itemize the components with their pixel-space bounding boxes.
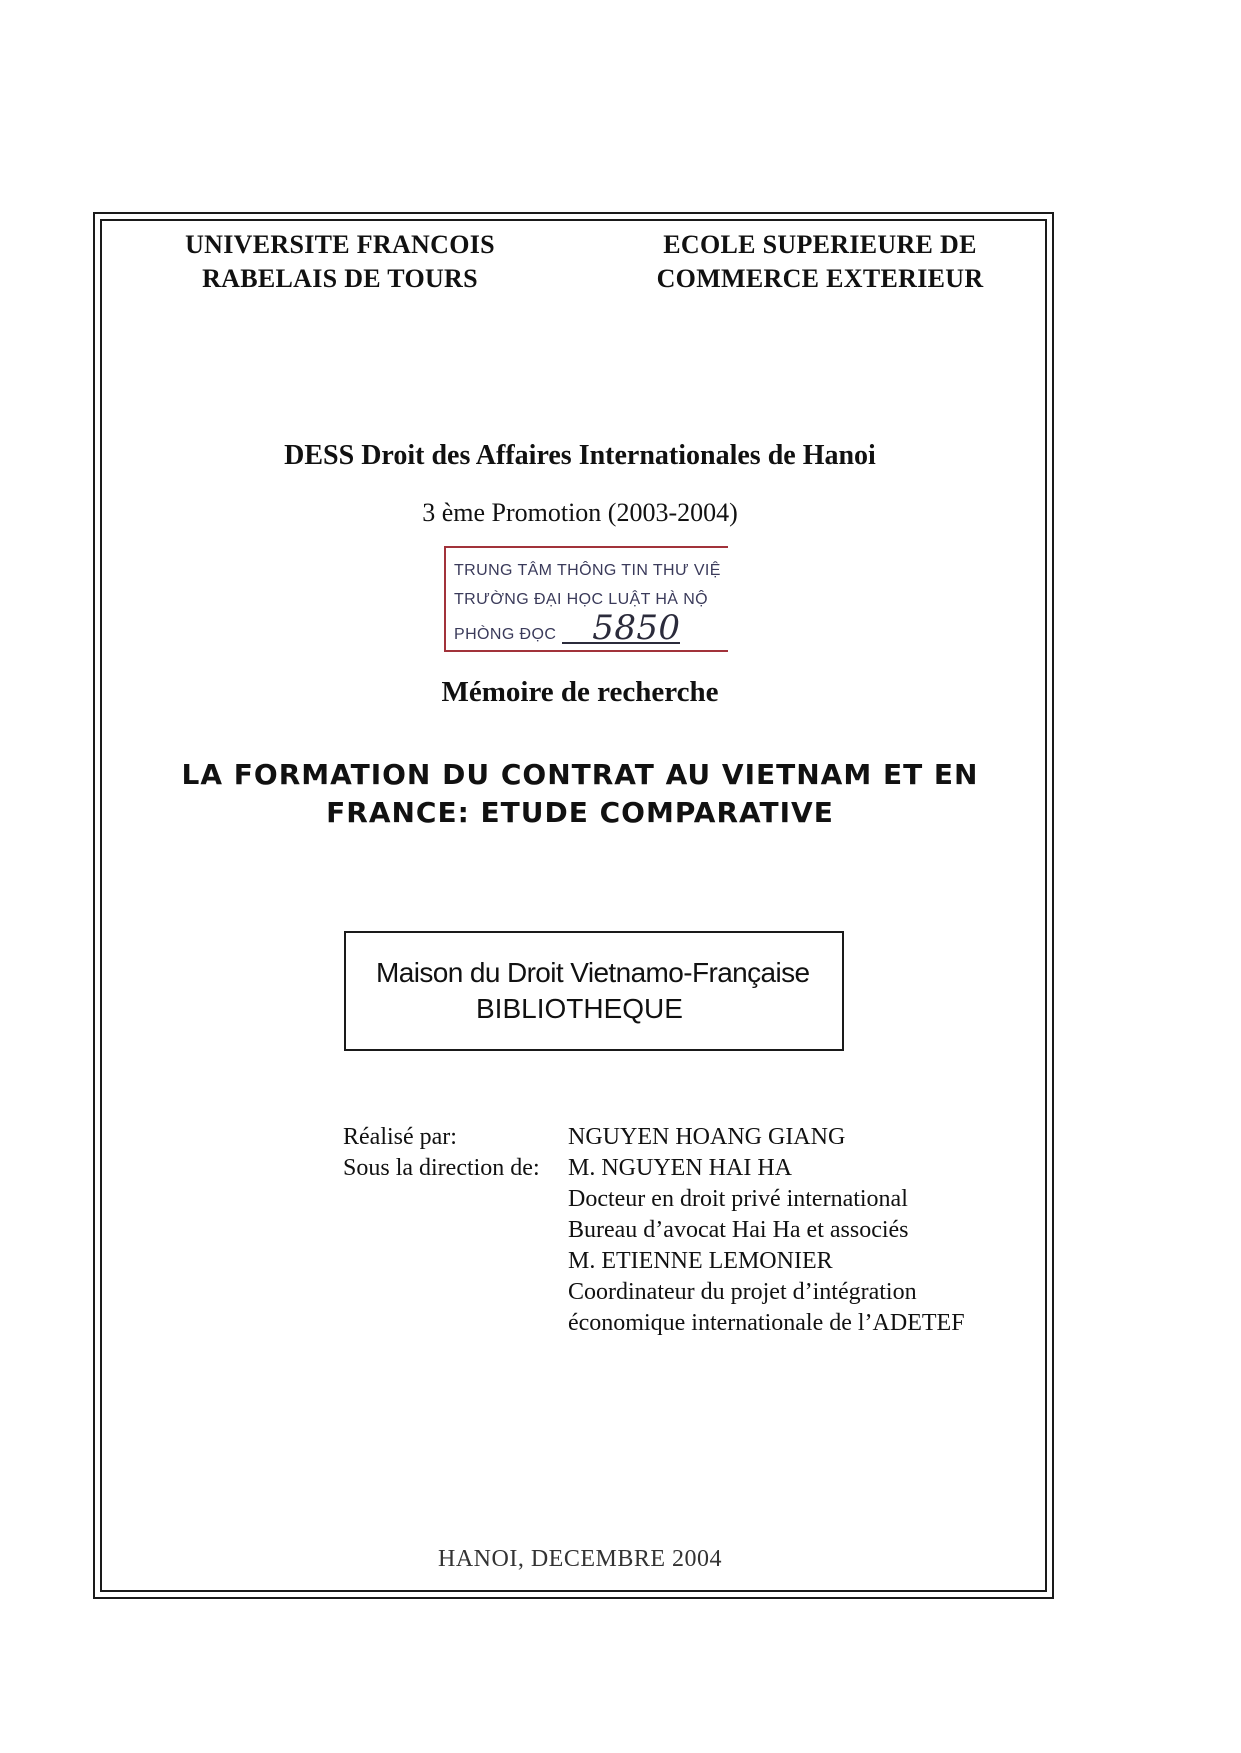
credit-value: Bureau d’avocat Hai Ha et associés xyxy=(568,1217,909,1243)
credit-label: Réalisé par: xyxy=(343,1124,457,1150)
institution-left-line: RABELAIS DE TOURS xyxy=(202,264,478,293)
library-label-box xyxy=(344,931,844,1051)
stamp-line: TRUNG TÂM THÔNG TIN THƯ VIỆ xyxy=(454,562,721,579)
credit-value: Coordinateur du projet d’intégration xyxy=(568,1279,917,1305)
credit-value: NGUYEN HOANG GIANG xyxy=(568,1124,846,1150)
page-border-inner xyxy=(100,219,1047,1592)
thesis-title xyxy=(0,756,1160,832)
stamp-line: TRƯỜNG ĐẠI HỌC LUẬT HÀ NỘ xyxy=(454,591,708,608)
library-name: Maison du Droit Vietnamo-Française xyxy=(376,957,810,988)
credit-label: Sous la direction de: xyxy=(343,1155,540,1181)
page-border xyxy=(93,212,1054,1599)
institution-right-line: COMMERCE EXTERIEUR xyxy=(656,264,984,293)
library-subtitle: BIBLIOTHEQUE xyxy=(476,993,683,1024)
place-date: HANOI, DECEMBRE 2004 xyxy=(438,1546,722,1572)
credit-value: M. ETIENNE LEMONIER xyxy=(568,1248,833,1274)
document-type: Mémoire de recherche xyxy=(441,676,719,708)
institution-left-line: UNIVERSITE FRANCOIS xyxy=(185,230,495,259)
stamp-line xyxy=(454,608,728,649)
institution-right-line: ECOLE SUPERIEURE DE xyxy=(663,230,977,259)
credit-value: économique internationale de l’ADETEF xyxy=(568,1310,965,1336)
promotion-line: 3 ème Promotion (2003-2004) xyxy=(422,498,738,527)
institution-right xyxy=(620,228,1020,296)
credit-value: M. NGUYEN HAI HA xyxy=(568,1155,792,1181)
stamp-label: PHÒNG ĐỌC xyxy=(454,626,557,643)
library-stamp xyxy=(444,546,728,652)
institution-left xyxy=(140,228,540,296)
program-title: DESS Droit des Affaires Internationales de Hanoi xyxy=(284,440,876,471)
thesis-title-line: LA FORMATION DU CONTRAT AU VIETNAM ET EN xyxy=(181,758,979,791)
credit-value: Docteur en droit privé international xyxy=(568,1186,908,1212)
thesis-title-line: FRANCE: ETUDE COMPARATIVE xyxy=(326,796,834,829)
stamp-number: 5850 xyxy=(562,614,680,644)
